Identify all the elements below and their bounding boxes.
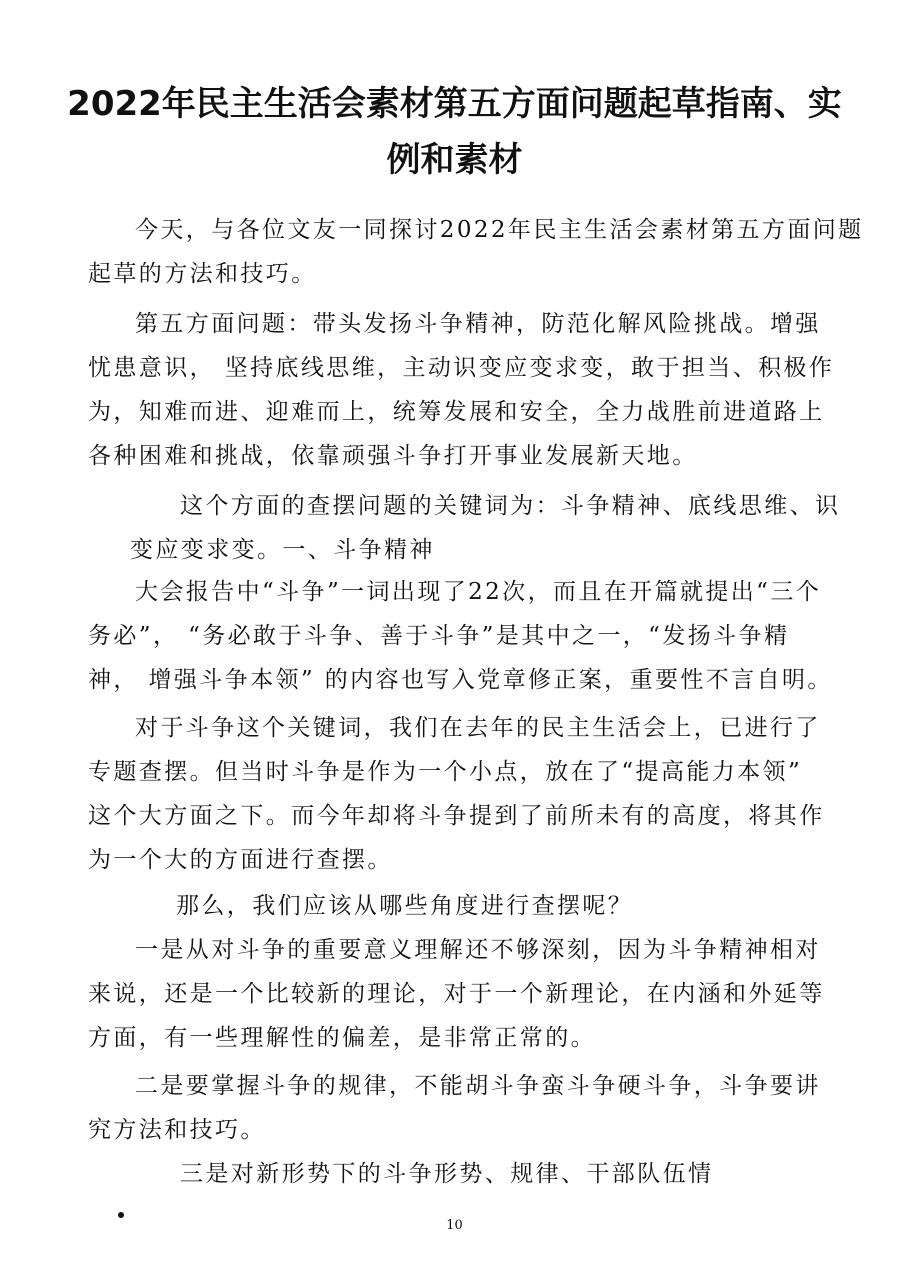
text-line: 究方法和技巧。 (88, 1117, 266, 1143)
text-line: 二是要掌握斗争的规律，不能胡斗争蛮斗争硬斗争，斗争要讲 (135, 1073, 821, 1099)
text-line: 大会报告中“斗争”一词出现了22次，而且在开篇就提出“三个 (135, 579, 822, 605)
text-line: 对于斗争这个关键词，我们在去年的民主生活会上，已进行了 (135, 715, 821, 741)
paragraph-fifth-aspect (88, 302, 835, 478)
text-line: 来说，还是一个比较新的理论，对于一个新理论，在内涵和外延等 (88, 981, 825, 1007)
text-line: 专题查摆。但当时斗争是作为一个小点，放在了“提高能力本领” (88, 759, 803, 785)
paragraph-point-one (88, 928, 828, 1060)
text-line: 那么，我们应该从哪些角度进行查摆呢？ (176, 893, 634, 919)
title-line: 2022年民主生活会素材第五方面问题起草指南、实 (67, 84, 842, 124)
text-line: 神， 增强斗争本领” 的内容也写入党章修正案，重要性不言自明。 (88, 667, 833, 693)
text-line: 变应变求变。一、斗争精神 (130, 537, 435, 563)
text-line: 这个方面的查摆问题的关键词为：斗争精神、底线思维、识 (180, 493, 841, 519)
text-line: 起草的方法和技巧。 (88, 261, 317, 287)
page-number: 10 (446, 1218, 463, 1233)
paragraph-report (88, 570, 833, 702)
text-line: 务必”， “务必敢于斗争、善于斗争”是其中之一，“发扬斗争精 (88, 623, 790, 649)
paragraph-question (88, 884, 828, 928)
paragraph-keywords (88, 484, 841, 572)
text-line: 今天，与各位文友一同探讨2022年民主生活会素材第五方面问题 (135, 217, 864, 243)
paragraph-last-year (88, 706, 828, 882)
text-line: 为一个大的方面进行查摆。 (88, 847, 393, 873)
text-line: 这个大方面之下。而今年却将斗争提到了前所未有的高度，将其作 (88, 803, 825, 829)
text-line: 一是从对斗争的重要意义理解还不够深刻，因为斗争精神相对 (135, 937, 821, 963)
document-title (60, 76, 849, 188)
text-line: 三是对新形势下的斗争形势、规律、干部队伍情 (180, 1161, 714, 1187)
text-line: 忧患意识， 坚持底线思维，主动识变应变求变，敢于担当、积极作 (88, 355, 835, 381)
text-line: 第五方面问题：带头发扬斗争精神，防范化解风险挑战。增强 (135, 311, 821, 337)
text-line: 方面，有一些理解性的偏差，是非常正常的。 (88, 1025, 596, 1051)
title-line: 例和素材 (386, 140, 523, 180)
text-line: 为，知难而进、迎难而上，统筹发展和安全，全力战胜前进道路上 (88, 399, 825, 425)
text-line: 各种困难和挑战，依靠顽强斗争打开事业发展新天地。 (88, 443, 698, 469)
paragraph-point-two (88, 1064, 828, 1152)
paragraph-intro (88, 208, 864, 296)
paragraph-point-three (88, 1152, 828, 1196)
